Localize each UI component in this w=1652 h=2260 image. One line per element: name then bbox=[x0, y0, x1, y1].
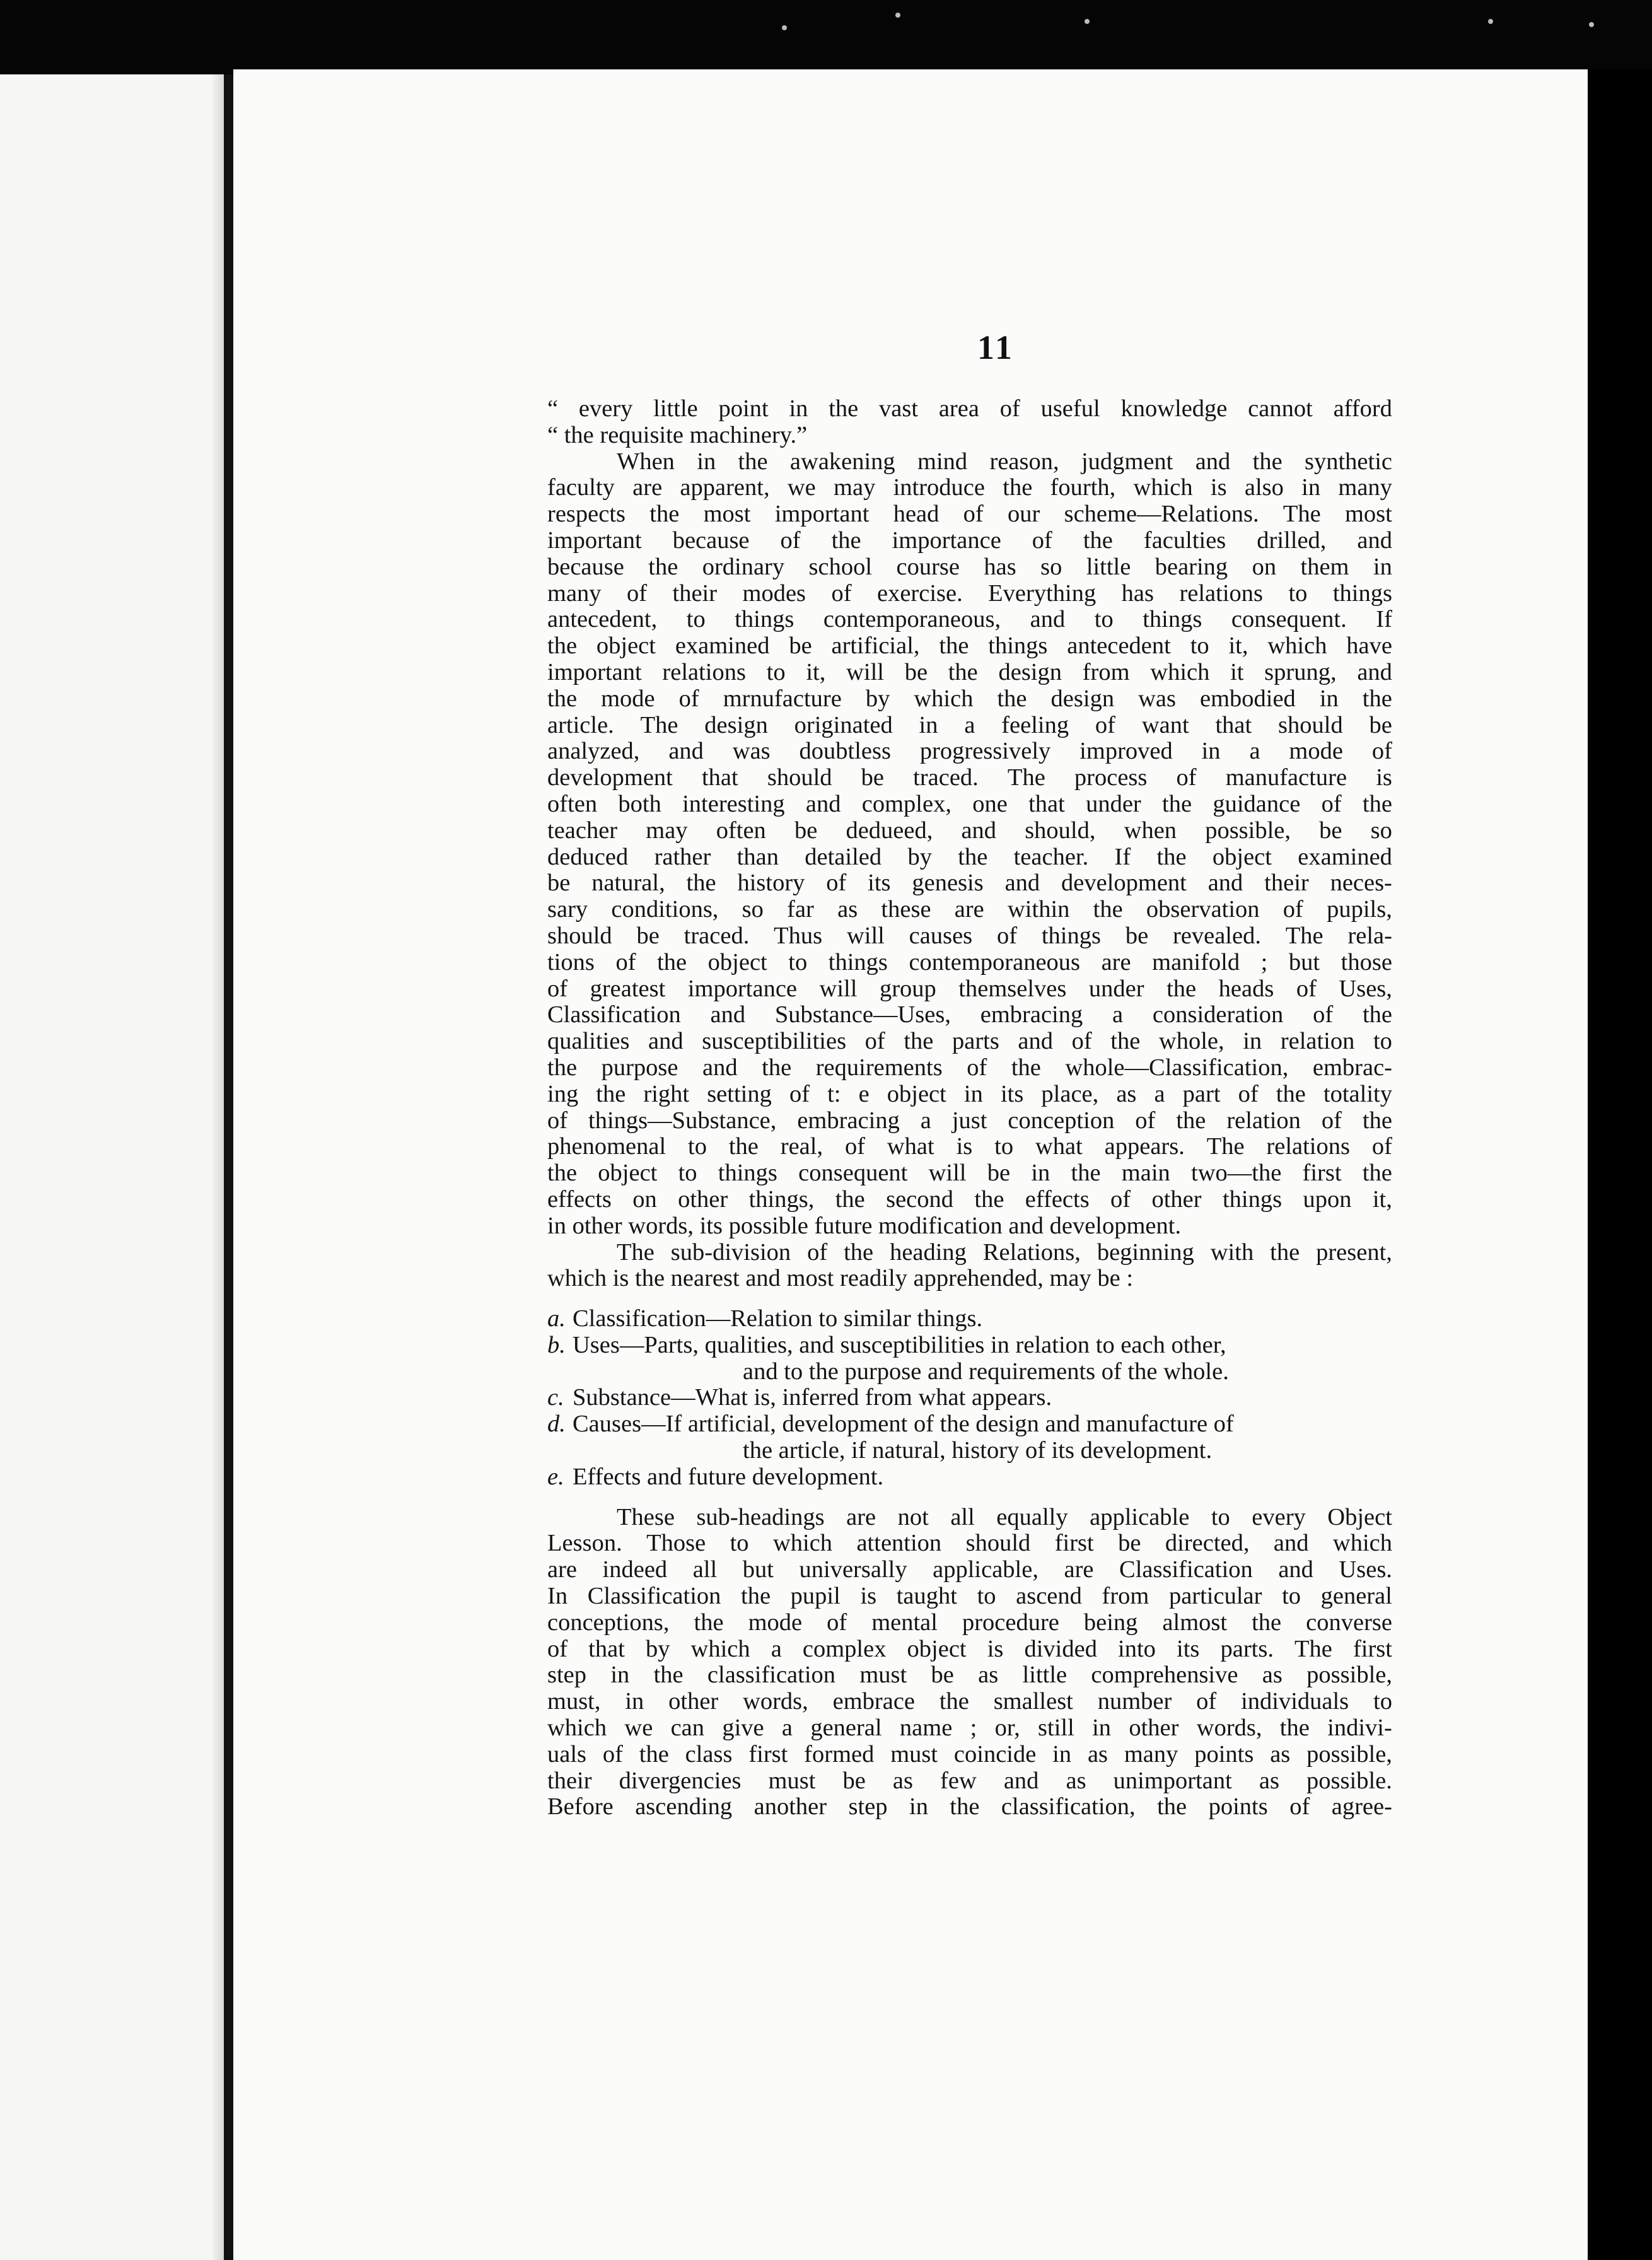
text-line: phenomenal to the real, of what is to what appears. The relations of bbox=[547, 1133, 1392, 1160]
text-line: in other words, its possible future modification and development. bbox=[547, 1212, 1182, 1239]
text-line: of things—Substance, embracing a just conception of the relation of the bbox=[547, 1107, 1392, 1134]
text-line: the object to things consequent will be in the main two—the first the bbox=[547, 1160, 1392, 1187]
page-number: 11 bbox=[977, 329, 1015, 366]
text-line: antecedent, to things contemporaneous, and to things consequent. If bbox=[547, 606, 1392, 633]
text-line: of that by which a complex object is divided into its parts. The first bbox=[547, 1635, 1392, 1662]
text-line: important relations to it, will be the design from which it sprung, and bbox=[547, 658, 1392, 685]
text-line: be natural, the history of its genesis and development and their neces- bbox=[547, 870, 1392, 897]
list-letter: e. bbox=[547, 1463, 564, 1490]
text-line: faculty are apparent, we may introduce the fourth, which is also in many bbox=[547, 474, 1392, 501]
text-line: “ the requisite machinery.” bbox=[547, 421, 808, 448]
text-line: many of their modes of exercise. Everything has relations to things bbox=[547, 580, 1392, 607]
text-line: ing the right setting of t: e object in its place, as a part of the totality bbox=[547, 1080, 1392, 1107]
scanner-background-right bbox=[1588, 69, 1652, 2260]
list-letter: a. bbox=[547, 1305, 566, 1332]
text-line: which is the nearest and most readily apprehended, may be : bbox=[547, 1265, 1134, 1292]
text-line: teacher may often be dedueed, and should, when possible, be so bbox=[547, 817, 1392, 844]
dust-speck bbox=[1589, 22, 1594, 27]
text-line: When in the awakening mind reason, judgment and the synthetic bbox=[617, 448, 1392, 475]
text-line: qualities and susceptibilities of the parts and of the whole, in relation to bbox=[547, 1028, 1392, 1055]
dust-speck bbox=[895, 13, 900, 18]
list-item-continuation: and to the purpose and requirements of the whole. bbox=[743, 1358, 1229, 1385]
text-line: In Classification the pupil is taught to ascend from particular to general bbox=[547, 1583, 1392, 1610]
left-facing-page bbox=[0, 74, 225, 2260]
spacer bbox=[547, 1491, 1392, 1505]
text-line: which we can give a general name ; or, still in other words, the indivi- bbox=[547, 1715, 1392, 1742]
list-item bbox=[547, 1306, 1392, 1332]
dust-speck bbox=[782, 25, 787, 30]
list-letter: d. bbox=[547, 1411, 566, 1438]
text-line: should be traced. Thus will causes of things be revealed. The rela- bbox=[547, 922, 1392, 949]
text-line: conceptions, the mode of mental procedure being almost the converse bbox=[547, 1609, 1392, 1636]
text-line: article. The design originated in a feeling of want that should be bbox=[547, 711, 1392, 738]
list-item-continuation: the article, if natural, history of its development. bbox=[743, 1437, 1213, 1464]
text-line: because the ordinary school course has so little bearing on them in bbox=[547, 553, 1392, 580]
text-line: Classification and Substance—Uses, embracing a consideration of the bbox=[547, 1001, 1392, 1028]
relations-list bbox=[547, 1306, 1392, 1491]
text-line: respects the most important head of our scheme—Relations. The most bbox=[547, 501, 1392, 528]
text-line: must, in other words, embrace the smallest number of individuals to bbox=[547, 1688, 1392, 1715]
spacer bbox=[547, 1292, 1392, 1306]
paragraph-group-2 bbox=[547, 1505, 1392, 1821]
list-item bbox=[547, 1464, 1392, 1491]
text-line: the mode of mrnufacture by which the design was embodied in the bbox=[547, 685, 1392, 712]
text-line: tions of the object to things contemporaneous are manifold ; but those bbox=[547, 948, 1392, 976]
text-line: These sub-headings are not all equally applicable to every Object bbox=[617, 1503, 1392, 1530]
text-line: analyzed, and was doubtless progressively improved in a mode of bbox=[547, 738, 1392, 765]
text-line: step in the classification must be as little comprehensive as possible, bbox=[547, 1662, 1392, 1689]
text-line: important because of the importance of the faculties drilled, and bbox=[547, 527, 1392, 554]
dust-speck bbox=[1488, 19, 1493, 24]
page-fold-shadow bbox=[212, 74, 224, 2260]
text-line: deduced rather than detailed by the teacher. If the object examined bbox=[547, 843, 1392, 870]
text-line: Before ascending another step in the classification, the points of agree- bbox=[547, 1793, 1392, 1820]
text-line: The sub-division of the heading Relations, beginning with the present, bbox=[617, 1238, 1392, 1266]
text-line: uals of the class first formed must coincide in as many points as possible, bbox=[547, 1740, 1392, 1768]
text-line: the purpose and the requirements of the whole—Classification, embrac- bbox=[547, 1054, 1392, 1081]
paragraph-group-1 bbox=[547, 396, 1392, 1292]
text-line: the object examined be artificial, the things antecedent to it, which have bbox=[547, 632, 1392, 660]
list-letter: b. bbox=[547, 1331, 566, 1358]
text-line: effects on other things, the second the effects of other things upon it, bbox=[547, 1185, 1392, 1213]
list-text: Causes—If artificial, development of the design and manufacture of bbox=[573, 1411, 1234, 1438]
list-text: Uses—Parts, qualities, and susceptibilities in relation to each other, bbox=[573, 1331, 1226, 1358]
text-line: development that should be traced. The process of manufacture is bbox=[547, 764, 1392, 791]
text-line: “ every little point in the vast area of useful knowledge cannot afford bbox=[547, 395, 1392, 422]
body-text bbox=[547, 396, 1392, 1820]
list-item bbox=[547, 1385, 1392, 1411]
scanner-background-top bbox=[0, 0, 1652, 79]
text-line: are indeed all but universally applicable, are Classification and Uses. bbox=[547, 1556, 1392, 1583]
dust-speck bbox=[1085, 19, 1090, 24]
list-item bbox=[547, 1411, 1392, 1438]
text-line: often both interesting and complex, one that under the guidance of the bbox=[547, 790, 1392, 817]
list-text: Effects and future development. bbox=[573, 1463, 884, 1490]
list-text: Substance—What is, inferred from what appears. bbox=[573, 1384, 1052, 1411]
list-letter: c. bbox=[547, 1384, 564, 1411]
text-line: sary conditions, so far as these are within the observation of pupils, bbox=[547, 896, 1392, 923]
book-gutter bbox=[224, 74, 233, 2260]
text-line: Lesson. Those to which attention should first be directed, and which bbox=[547, 1530, 1392, 1557]
text-line: their divergencies must be as few and as unimportant as possible. bbox=[547, 1767, 1392, 1794]
list-item bbox=[547, 1332, 1392, 1359]
list-text: Classification—Relation to similar things. bbox=[573, 1305, 983, 1332]
text-line: of greatest importance will group themselves under the heads of Uses, bbox=[547, 975, 1392, 1002]
